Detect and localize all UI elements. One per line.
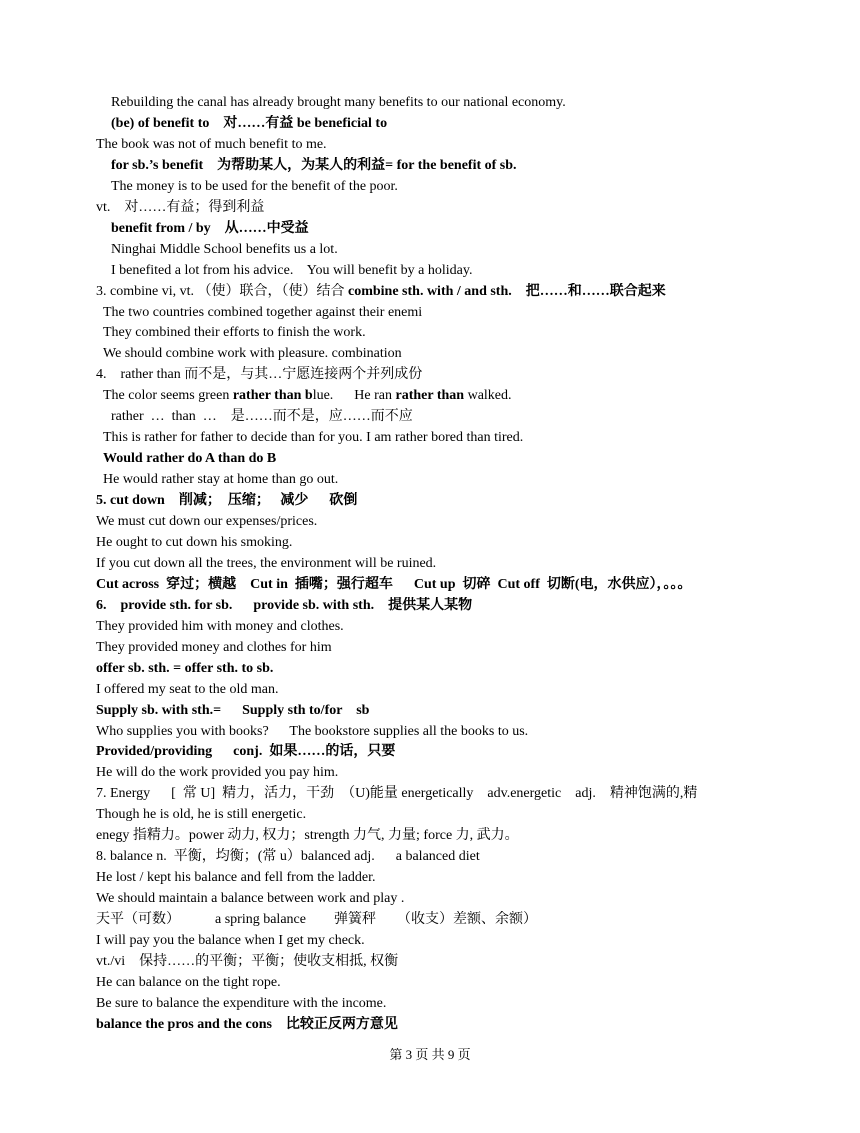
text-line xyxy=(96,743,395,760)
text-run: Be sure to balance the expenditure with the income. xyxy=(96,996,387,1011)
text-run: The book was not of much benefit to me. xyxy=(96,137,327,152)
text-run: They provided money and clothes for him xyxy=(96,640,332,655)
text-line xyxy=(96,639,332,656)
bold-text: for sb.’s benefit 为帮助某人，为某人的利益= for the benefit of sb. xyxy=(111,158,517,173)
text-line xyxy=(111,94,566,111)
text-line xyxy=(96,618,344,635)
text-line xyxy=(103,450,276,467)
text-line xyxy=(103,345,402,362)
text-run: Though he is old, he is still energetic. xyxy=(96,807,307,822)
text-run: lue. He ran xyxy=(312,388,396,403)
text-run: 4. rather than 而不是，与其…宁愿连接两个并列成份 xyxy=(96,367,423,382)
text-run: rather … than … 是……而不是，应……而不应 xyxy=(111,409,413,424)
text-line xyxy=(103,304,422,321)
text-run: Rebuilding the canal has already brought many benefits to our national economy. xyxy=(111,95,566,110)
text-line xyxy=(103,471,338,488)
text-run: Who supplies you with books? The bookstore supplies all the books to us. xyxy=(96,724,529,739)
text-line xyxy=(96,1016,398,1033)
text-run: I benefited a lot from his advice. You will benefit by a holiday. xyxy=(111,263,473,278)
text-run: He ought to cut down his smoking. xyxy=(96,535,293,550)
bold-text: balance the pros and the cons 比较正反两方意见 xyxy=(96,1017,398,1032)
text-line xyxy=(96,785,697,802)
text-line xyxy=(111,241,338,258)
text-line xyxy=(111,262,472,279)
text-line xyxy=(96,597,472,614)
text-run: The color seems green xyxy=(103,388,233,403)
text-line xyxy=(96,555,436,572)
bold-text: rather than b xyxy=(232,388,313,403)
text-line xyxy=(96,283,666,300)
text-run: If you cut down all the trees, the environment will be ruined. xyxy=(96,556,437,571)
bold-text: Cut across 穿过；横越 Cut in 插嘴；强行超车 Cut up 切碎 Cut off 切断(电，水供应），。。。 xyxy=(96,577,692,592)
text-run: The money is to be used for the benefit of the poor. xyxy=(111,179,398,194)
text-line xyxy=(103,387,512,404)
bold-text: Would rather do A than do B xyxy=(103,451,277,466)
text-run: I will pay you the balance when I get my check. xyxy=(96,933,365,948)
bold-text: Provided/providing conj. 如果……的话，只要 xyxy=(96,744,396,759)
text-line xyxy=(111,178,398,195)
text-line xyxy=(96,366,422,383)
text-line xyxy=(96,827,519,844)
text-line xyxy=(96,974,281,991)
text-line xyxy=(96,890,404,907)
text-line xyxy=(103,429,523,446)
text-line xyxy=(96,869,376,886)
text-line xyxy=(96,660,273,677)
text-run: We should combine work with pleasure. combination xyxy=(103,346,402,361)
text-line xyxy=(96,723,528,740)
page-footer: 第 3 页 共 9 页 xyxy=(389,1047,471,1062)
text-line xyxy=(96,806,306,823)
text-line xyxy=(96,702,369,719)
text-run: 3. combine vi, vt. （使）联合，（使）结合 xyxy=(96,284,348,299)
text-line xyxy=(96,932,365,949)
text-run: He can balance on the tight rope. xyxy=(96,975,281,990)
text-run: enegy 指精力。power 动力, 权力；strength 力气, 力量; force 力, 武力。 xyxy=(96,828,519,843)
text-run: This is rather for father to decide than for you. I am rather bored than tired. xyxy=(103,430,524,445)
text-run: 7. Energy [ 常 U] 精力，活力，干劲 （U)能量 energetically adv.energetic adj. 精神饱满的,精 xyxy=(96,786,698,801)
text-run: vt./vi 保持……的平衡；平衡；使收支相抵, 权衡 xyxy=(96,954,399,969)
text-line xyxy=(96,576,692,593)
text-run: We must cut down our expenses/prices. xyxy=(96,514,318,529)
text-line xyxy=(96,534,292,551)
text-line xyxy=(96,848,480,865)
text-line xyxy=(96,764,338,781)
text-run: He lost / kept his balance and fell from the ladder. xyxy=(96,870,376,885)
text-line xyxy=(96,492,357,509)
text-run: walked. xyxy=(464,388,512,403)
text-run: They provided him with money and clothes. xyxy=(96,619,344,634)
bold-text: offer sb. sth. = offer sth. to sb. xyxy=(96,661,274,676)
text-line xyxy=(111,220,309,237)
text-line xyxy=(96,681,278,698)
bold-text: Supply sb. with sth.= Supply sth to/for sb xyxy=(96,703,370,718)
text-line xyxy=(103,324,366,341)
text-line xyxy=(111,115,387,132)
bold-text: (be) of benefit to 对……有益 be beneficial to xyxy=(111,116,388,131)
text-line xyxy=(111,157,517,174)
text-line xyxy=(96,199,264,216)
text-run: We should maintain a balance between work and play . xyxy=(96,891,405,906)
text-run: vt. 对……有益；得到利益 xyxy=(96,200,265,215)
text-line xyxy=(96,513,317,530)
text-run: 天平（可数） a spring balance 弹簧秤 （收支）差额、余额） xyxy=(96,912,537,927)
text-line xyxy=(96,953,398,970)
text-line xyxy=(111,408,413,425)
text-run: 8. balance n. 平衡，均衡；(常 u）balanced adj. a balanced diet xyxy=(96,849,480,864)
text-run: He would rather stay at home than go out. xyxy=(103,472,339,487)
text-line xyxy=(96,995,386,1012)
text-run: He will do the work provided you pay him. xyxy=(96,765,339,780)
bold-text: benefit from / by 从……中受益 xyxy=(111,221,309,236)
text-line xyxy=(96,911,537,928)
text-line xyxy=(96,136,327,153)
text-run: I offered my seat to the old man. xyxy=(96,682,279,697)
bold-text: 6. provide sth. for sb. provide sb. with sth. 提供某人某物 xyxy=(96,598,473,613)
bold-text: rather than xyxy=(395,388,465,403)
text-run: Ninghai Middle School benefits us a lot. xyxy=(111,242,338,257)
text-run: They combined their efforts to finish the work. xyxy=(103,325,366,340)
bold-text: 5. cut down 削减； 压缩； 减少 砍倒 xyxy=(96,493,358,508)
text-run: The two countries combined together against their enemi xyxy=(103,305,423,320)
bold-text: combine sth. with / and sth. 把……和……联合起来 xyxy=(348,284,666,299)
